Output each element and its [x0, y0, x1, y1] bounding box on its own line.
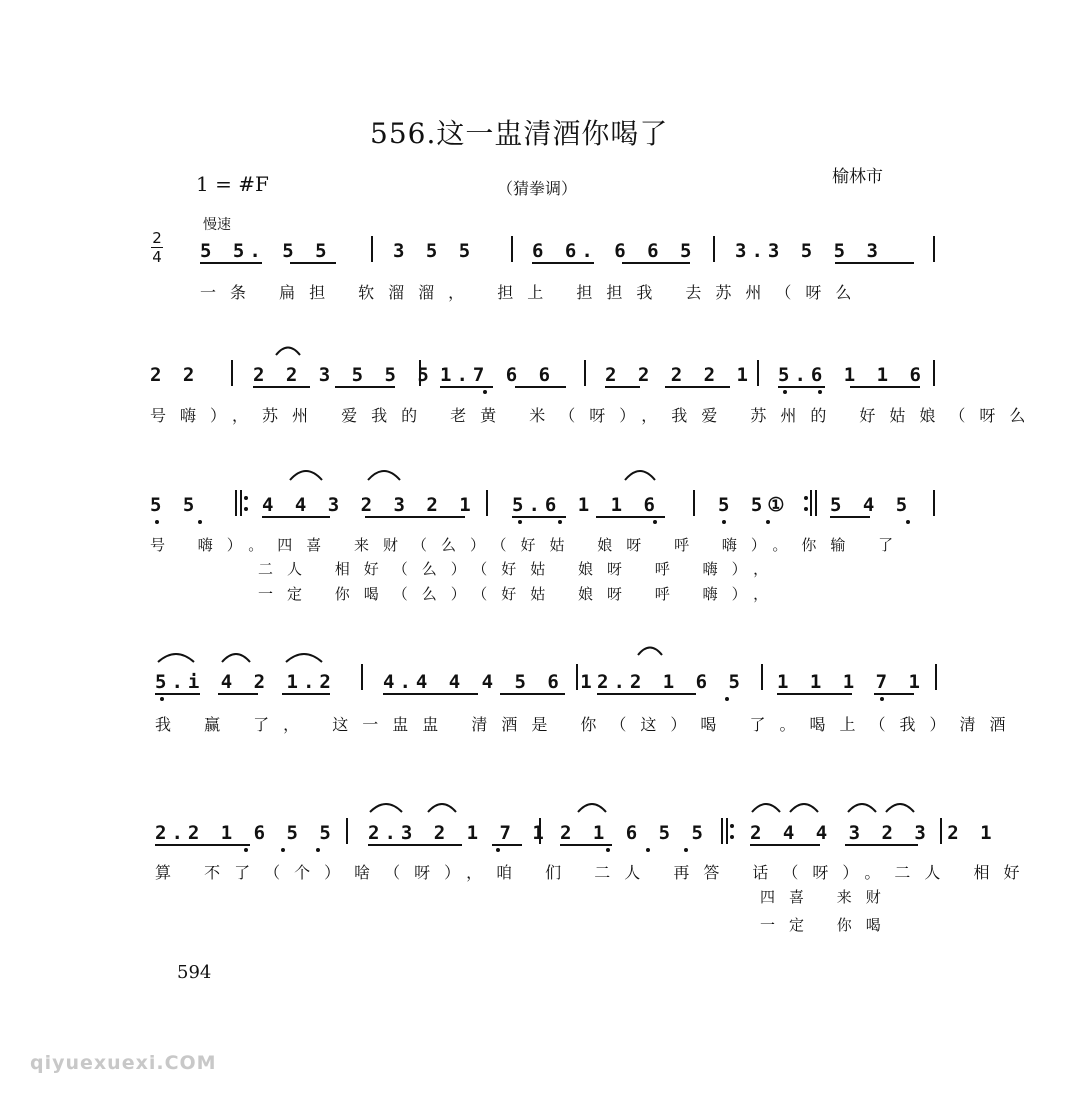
- origin-location: 榆林市: [832, 167, 883, 187]
- notes-line5-bar2: 2.3 2 1 7 1: [368, 822, 549, 844]
- notes-line2-bar3: 1.7 6 6: [440, 364, 556, 386]
- slur: [428, 804, 456, 812]
- octave-dot: [646, 848, 650, 852]
- slur: [886, 804, 914, 812]
- notes-line2-bar1: 2 2: [150, 364, 200, 386]
- octave-dot: [653, 520, 657, 524]
- repeat-dot: [804, 496, 808, 500]
- notes-line3-bar2: 4 4 3 2 3 2 1: [262, 494, 476, 516]
- octave-dot: [880, 697, 884, 701]
- notes-line3-bar1: 5 5: [150, 494, 200, 516]
- octave-dot: [606, 848, 610, 852]
- repeat-dot: [730, 824, 734, 828]
- site-watermark: qiyuexuexi.COM: [30, 1052, 217, 1074]
- notes-line5-bar3: 2 1 6 5 5: [560, 822, 708, 844]
- notes-line5-bar1: 2.2 1 6 5 5: [155, 822, 336, 844]
- slur: [625, 471, 655, 480]
- octave-dot: [783, 390, 787, 394]
- octave-dot: [766, 520, 770, 524]
- notes-line1-bar1: 5 5. 5 5: [200, 240, 332, 262]
- slur: [370, 804, 402, 812]
- octave-dot: [155, 520, 159, 524]
- notes-line4-bar1: 5.i 4 2 1.2: [155, 671, 336, 693]
- octave-dot: [558, 520, 562, 524]
- slur: [848, 804, 876, 812]
- repeat-dot: [244, 507, 248, 511]
- octave-dot: [483, 390, 487, 394]
- page-number: 594: [177, 962, 212, 983]
- slur: [368, 471, 400, 480]
- notes-line2-bar5: 5.6 1 1 6: [778, 364, 926, 386]
- lyrics-line3-verse2: 二人 相好（么）（好姑 娘呀 呼 嗨），: [258, 560, 783, 578]
- lyrics-line5-verse2: 四喜 来财: [760, 888, 895, 906]
- octave-dot: [722, 520, 726, 524]
- key-signature: 1 = #F: [196, 172, 269, 196]
- octave-dot: [725, 697, 729, 701]
- lyrics-line5-verse3: 一定 你喝: [760, 916, 895, 934]
- notes-line2-bar2: 2 2 3 5 5 5: [253, 364, 434, 386]
- octave-dot: [684, 848, 688, 852]
- octave-dot: [496, 848, 500, 852]
- octave-dot: [160, 697, 164, 701]
- notes-line3-bar4: 5 5①: [718, 494, 790, 516]
- lyrics-line3-verse3: 一定 你喝（么）（好姑 娘呀 呼 嗨），: [258, 585, 783, 603]
- slur: [222, 654, 250, 662]
- slur: [752, 804, 780, 812]
- notes-line3-bar5: 5 4 5: [830, 494, 913, 516]
- subtitle: （猜拳调）: [497, 179, 578, 198]
- octave-dot: [818, 390, 822, 394]
- repeat-dot: [804, 507, 808, 511]
- notes-line1-bar4: 3.3 5 5 3: [735, 240, 883, 262]
- notes-line5-bar4: 2 4 4 3 2 3 2 1: [750, 822, 997, 844]
- song-title: 556.这一盅清酒你喝了: [370, 117, 669, 150]
- repeat-dot: [730, 835, 734, 839]
- lyrics-line3-verse1: 号 嗨）。四喜 来财（么）（好姑 娘呀 呼 嗨）。你输 了: [150, 536, 908, 554]
- slur: [638, 648, 662, 656]
- lyrics-line4: 我 赢 了， 这一盅盅 清酒是 你（这）喝 了。喝上（我）清酒: [155, 715, 1020, 734]
- notes-line1-bar3: 6 6. 6 6 5: [532, 240, 697, 262]
- notes-line3-bar3: 5.6 1 1 6: [512, 494, 660, 516]
- lyrics-line2: 号嗨），苏州 爱我的 老黄 米（呀），我爱 苏州的 好姑娘（呀么: [150, 406, 1040, 425]
- tempo-marking: 慢速: [203, 217, 231, 233]
- time-signature-top: 2: [152, 229, 162, 247]
- time-signature-bottom: 4: [152, 248, 162, 266]
- notes-line4-bar2: 4.4 4 4 5 6 1: [383, 671, 597, 693]
- slur: [276, 348, 300, 356]
- notes-line4-bar4: 1 1 1 7 1: [777, 671, 925, 693]
- slur: [158, 654, 194, 662]
- octave-dot: [244, 848, 248, 852]
- slur: [790, 804, 818, 812]
- slur: [578, 804, 606, 812]
- notes-line4-bar3: 2.2 1 6 5: [597, 671, 745, 693]
- slur: [290, 471, 322, 480]
- octave-dot: [198, 520, 202, 524]
- repeat-dot: [244, 496, 248, 500]
- slur: [286, 654, 322, 662]
- octave-dot: [518, 520, 522, 524]
- notes-line2-bar4: 2 2 2 2 1: [605, 364, 753, 386]
- lyrics-line5-verse1: 算 不了（个）啥（呀），咱 们 二人 再答 话（呀）。二人 相好: [155, 863, 1034, 882]
- notes-line1-bar2: 3 5 5: [393, 240, 476, 262]
- octave-dot: [316, 848, 320, 852]
- lyrics-line1: 一条 扁担 软溜溜， 担上 担担我 去苏州（呀么: [200, 283, 866, 302]
- octave-dot: [906, 520, 910, 524]
- octave-dot: [281, 848, 285, 852]
